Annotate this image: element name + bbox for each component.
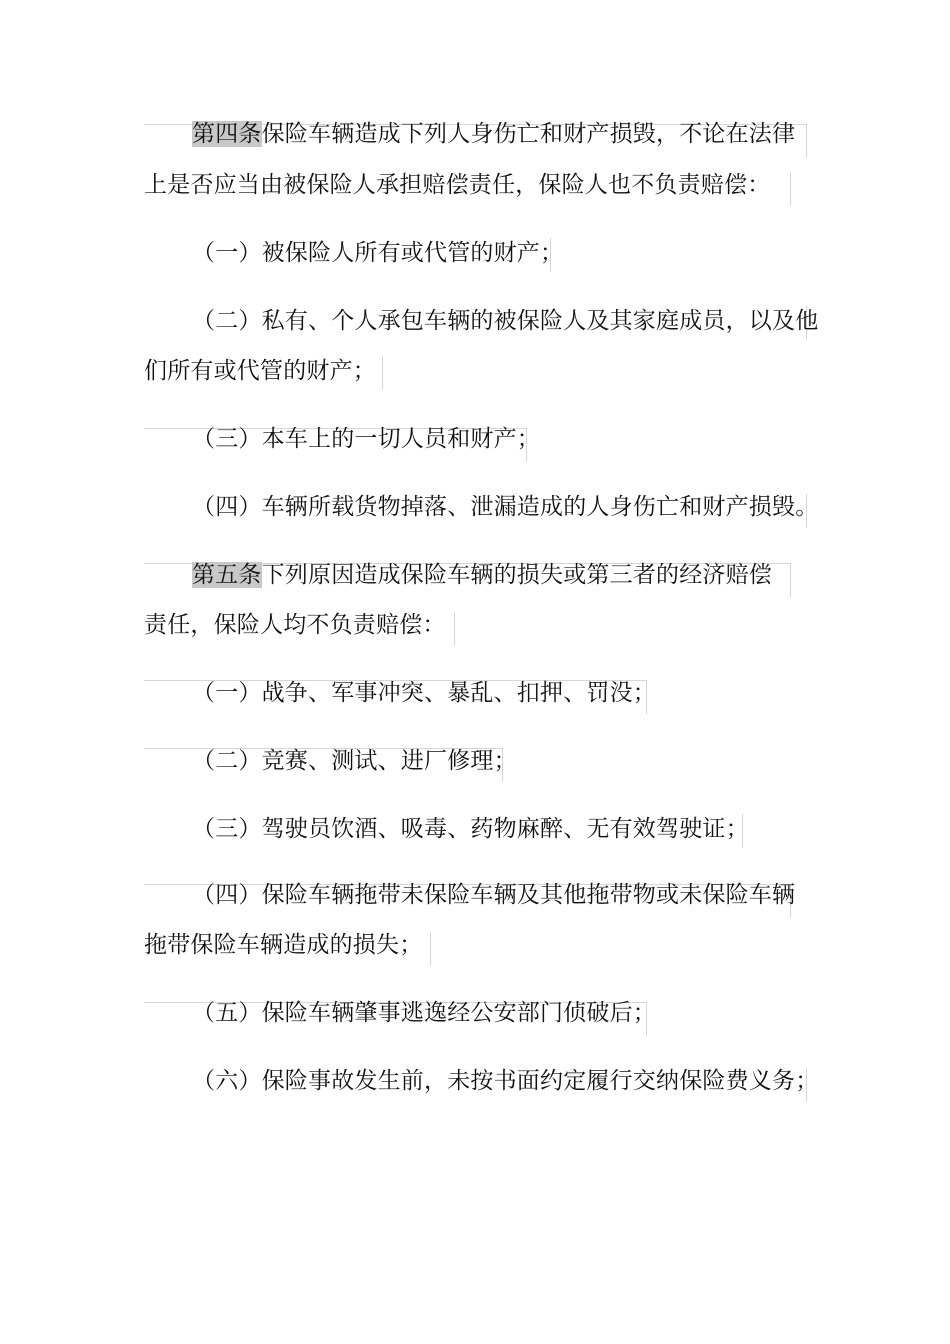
article-5-item-5: （五）保险车辆肇事逃逸经公安部门侦破后；	[192, 1000, 656, 1026]
article-5-item-6: （六）保险事故发生前，未按书面约定履行交纳保险费义务；	[192, 1068, 819, 1094]
line-rule	[806, 124, 807, 158]
line-rule	[790, 172, 791, 206]
article-5-item-4: （四）保险车辆拖带未保险车辆及其他拖带物或未保险车辆	[192, 882, 796, 908]
article-5-line-2: 责任，保险人均不负责赔偿：	[144, 612, 446, 638]
article-4-line-1	[192, 117, 795, 151]
article-5-line-1	[192, 558, 772, 592]
article-4-item-1: （一）被保险人所有或代管的财产；	[192, 240, 564, 266]
article-5-text: 下列原因造成保险车辆的损失或第三者的经济赔偿	[261, 562, 773, 588]
article-4-heading: 第四条	[192, 121, 262, 147]
article-4-item-3: （三）本车上的一切人员和财产；	[192, 426, 540, 452]
article-5-item-1: （一）战争、军事冲突、暴乱、扣押、罚没；	[192, 680, 656, 706]
article-5-item-2: （二）竞赛、测试、进厂修理；	[192, 748, 517, 774]
article-4-text: 保险车辆造成下列人身伤亡和财产损毁，不论在法律	[261, 121, 796, 147]
article-5-item-4-cont: 拖带保险车辆造成的损失；	[144, 932, 423, 958]
article-4-line-2: 上是否应当由被保险人承担赔偿责任，保险人也不负责赔偿：	[144, 172, 771, 198]
line-rule	[790, 563, 791, 597]
article-5-item-3: （三）驾驶员饮酒、吸毒、药物麻醉、无有效驾驶证；	[192, 816, 749, 842]
line-rule	[382, 356, 383, 390]
line-rule	[430, 932, 431, 966]
article-4-item-2: （二）私有、个人承包车辆的被保险人及其家庭成员，以及他	[192, 308, 819, 334]
article-5-heading: 第五条	[192, 562, 262, 588]
article-4-item-4: （四）车辆所载货物掉落、泄漏造成的人身伤亡和财产损毁。	[192, 494, 819, 520]
line-rule	[454, 612, 455, 646]
article-4-item-2-cont: 们所有或代管的财产；	[144, 358, 376, 384]
